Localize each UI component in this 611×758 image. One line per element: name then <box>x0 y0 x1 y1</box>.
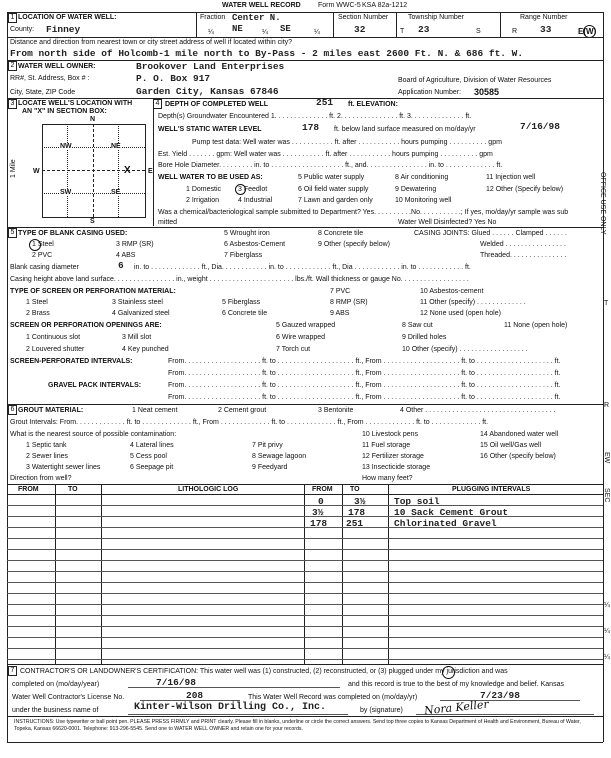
record-date[interactable]: 7/23/98 <box>480 690 520 701</box>
log-row-line <box>7 626 603 627</box>
screen-intervals-label: SCREEN-PERFORATED INTERVALS: <box>10 358 133 365</box>
plugged-circle <box>442 666 455 679</box>
contam-14[interactable]: 14 Abandoned water well <box>480 431 559 438</box>
log-row-line <box>7 615 603 616</box>
quarter-mark-2: ¼ <box>262 29 268 36</box>
use-12-other[interactable]: 12 Other (Specify below) <box>486 186 564 193</box>
plug-row-1-desc[interactable]: Top soil <box>394 496 440 507</box>
open-9[interactable]: 9 Drilled holes <box>402 334 447 341</box>
screen-12[interactable]: 12 None used (open hole) <box>420 310 501 317</box>
business-label: under the business name of <box>12 707 99 714</box>
log-row-line <box>7 560 603 561</box>
casing-4-abs[interactable]: 4 ABS <box>116 252 136 259</box>
open-1[interactable]: 1 Continuous slot <box>26 334 81 341</box>
range-ew[interactable]: E(W) <box>578 27 597 36</box>
mile-label: 1 Mile <box>10 159 17 178</box>
use-4-industrial[interactable]: 4 Industrial <box>238 197 273 204</box>
fraction-q1[interactable]: Center N. <box>232 13 281 23</box>
screen-2[interactable]: 2 Brass <box>26 310 50 317</box>
signature[interactable]: Nora Keller <box>423 697 490 718</box>
diameter-value[interactable]: 6 <box>118 260 124 271</box>
depth-value[interactable]: 251 <box>316 97 334 108</box>
use-1-domestic[interactable]: 1 Domestic <box>186 186 222 193</box>
log-from-header: FROM <box>18 486 39 493</box>
open-10[interactable]: 10 Other (specify) . . . . . . . . . . . . . . . . . . <box>402 346 528 353</box>
plug-row-2-from[interactable]: 3½ <box>312 507 324 518</box>
grout-intervals[interactable]: Grout Intervals: From. . . . . . . . . . . . . ft. to . . . . . . . . . . . . . ft., From . . . . . . . . . . . . . ft. to . . . . . . . . . . . . . ft., From . . . . . . . . . . . . . ft. to . . . . . . . . . . . . . ft. <box>10 419 489 426</box>
section-number[interactable]: 32 <box>354 24 366 35</box>
casing-2-pvc[interactable]: 2 PVC <box>32 252 53 259</box>
east-label: E <box>148 168 153 175</box>
use-7-lawn[interactable]: 7 Lawn and garden only <box>298 197 373 204</box>
license-number[interactable]: 208 <box>186 690 204 701</box>
use-label: WELL WATER TO BE USED AS: <box>158 174 263 181</box>
gravel-intervals-label: GRAVEL PACK INTERVALS: <box>48 382 142 389</box>
contam-7[interactable]: 7 Pit privy <box>252 442 283 449</box>
open-11[interactable]: 11 None (open hole) <box>504 322 568 329</box>
office-use-label: OFFICE USE ONLY <box>599 172 606 235</box>
plug-row-3-desc[interactable]: Chlorinated Gravel <box>394 518 497 529</box>
casing-label: TYPE OF BLANK CASING USED: <box>18 230 128 237</box>
township-number[interactable]: 23 <box>418 24 430 35</box>
log-row-line <box>7 571 603 572</box>
chem-mitted: mitted <box>158 219 178 226</box>
contam-9[interactable]: 9 Feedyard <box>252 464 288 471</box>
joint-welded[interactable]: Welded . . . . . . . . . . . . . . . . <box>480 241 566 248</box>
owner-name[interactable]: Brookover Land Enterprises <box>136 61 285 72</box>
section-5-number: 5 <box>8 228 17 238</box>
lithologic-header: LITHOLOGIC LOG <box>178 486 239 493</box>
section-3-number: 3 <box>8 99 17 109</box>
plug-row-2-to[interactable]: 178 <box>348 507 366 518</box>
use-5-public[interactable]: 5 Public water supply <box>298 174 365 181</box>
openings-label: SCREEN OR PERFORATION OPENINGS ARE: <box>10 322 162 329</box>
use-9-dewatering[interactable]: 9 Dewatering <box>395 186 437 193</box>
plug-row-2-desc[interactable]: 10 Sack Cement Grout <box>394 507 509 518</box>
log-row-line <box>7 659 603 660</box>
steel-circle <box>29 239 41 251</box>
static-date[interactable]: 7/16/98 <box>520 121 560 132</box>
static-label: WELL'S STATIC WATER LEVEL <box>158 126 262 133</box>
business-name[interactable]: Kinter-Wilson Drilling Co., Inc. <box>134 702 327 713</box>
screen-1[interactable]: 1 Steel <box>26 299 48 306</box>
disinfected[interactable]: Water Well Disinfected? Yes No <box>398 219 497 226</box>
completed-date[interactable]: 7/16/98 <box>156 677 196 688</box>
log-row-line <box>7 582 603 583</box>
city-label: City, State, ZIP Code <box>10 89 76 96</box>
depth-label: DEPTH OF COMPLETED WELL <box>165 101 269 108</box>
section-1-number: 1 <box>8 13 17 23</box>
south-label: S <box>90 218 95 225</box>
grout-4[interactable]: 4 Other . . . . . . . . . . . . . . . . . . . . . . . . . . . . . . . . . . <box>400 407 556 414</box>
completed-rest: and this record is true to the best of my knowledge and belief. Kansas <box>348 681 564 688</box>
grout-1[interactable]: 1 Neat cement <box>132 407 178 414</box>
section-6-number: 6 <box>8 405 17 415</box>
contam-11[interactable]: 11 Fuel storage <box>362 442 411 449</box>
side-ew: EW <box>603 452 610 464</box>
log-row-line <box>7 516 603 517</box>
grout-3[interactable]: 3 Bentonite <box>318 407 354 414</box>
license-label: Water Well Contractor's License No. <box>12 694 125 701</box>
plug-row-3-from[interactable]: 178 <box>310 518 328 529</box>
use-11-injection[interactable]: 11 Injection well <box>486 174 536 181</box>
screen-11[interactable]: 11 Other (specify) . . . . . . . . . . . . . <box>420 299 526 306</box>
county-value[interactable]: Finney <box>46 24 81 35</box>
screen-6[interactable]: 6 Concrete tile <box>222 310 268 317</box>
screen-8[interactable]: 8 RMP (SR) <box>330 299 368 306</box>
log-to-header: TO <box>68 486 78 493</box>
form-number: Form WWC-5 <box>318 2 361 9</box>
side-quarter-2: ¼ <box>604 628 610 635</box>
casing-6-asbestos[interactable]: 6 Asbestos-Cement <box>224 241 286 248</box>
log-row-line <box>7 505 603 506</box>
sw-label: SW <box>60 189 72 196</box>
contam-3[interactable]: 3 Watertight sewer lines <box>26 464 101 471</box>
use-3-feedlot[interactable]: 3 Feedlot <box>238 186 268 193</box>
screen-3[interactable]: 3 Stainless steel <box>112 299 163 306</box>
plug-from-header: FROM <box>312 486 333 493</box>
open-8[interactable]: 8 Saw cut <box>402 322 433 329</box>
section-2-number: 2 <box>8 61 17 71</box>
section-7-number: 7 <box>8 666 17 676</box>
west-label: W <box>33 168 40 175</box>
side-r: R <box>604 402 610 409</box>
casing-5-wrought[interactable]: 5 Wrought iron <box>224 230 270 237</box>
record-label: This Water Well Record was completed on (mo/day/yr) <box>248 694 418 701</box>
contam-10[interactable]: 10 Livestock pens <box>362 431 419 438</box>
grout-label: GROUT MATERIAL: <box>18 407 84 414</box>
quarter-mark-1: ¼ <box>208 29 214 36</box>
plug-row-1-to[interactable]: 3½ <box>354 496 366 507</box>
completed-label: completed on (mo/day/year) <box>12 681 100 688</box>
section-number-label: Section Number <box>338 14 389 21</box>
casing-8-concrete[interactable]: 8 Concrete tile <box>318 230 364 237</box>
screen-9[interactable]: 9 ABS <box>330 310 350 317</box>
statute: KSA 82a-1212 <box>362 2 408 9</box>
static-rest: ft. below land surface measured on mo/day/yr <box>334 126 476 133</box>
casing-1-steel[interactable]: 1 Steel <box>32 241 54 248</box>
static-value[interactable]: 178 <box>302 122 320 133</box>
log-row-line <box>7 593 603 594</box>
locate-label: LOCATE WELL'S LOCATION WITH <box>18 100 133 107</box>
chem-sample[interactable]: Was a chemical/bacteriological sample submitted to Department? Yes. . . . . . . . . .No. . . . . . . . . . .; If yes, mo/day/yr sample was sub <box>158 209 569 216</box>
owner-city[interactable]: Garden City, Kansas 67846 <box>136 86 279 97</box>
screen-5[interactable]: 5 Fiberglass <box>222 299 261 306</box>
joint-threaded[interactable]: Threaded. . . . . . . . . . . . . . . <box>480 252 567 259</box>
contam-1[interactable]: 1 Septic tank <box>26 442 67 449</box>
log-row-line <box>7 637 603 638</box>
board-label: Board of Agriculture, Division of Water Resources <box>398 77 552 84</box>
plug-row-3-to[interactable]: 251 <box>346 518 364 529</box>
township-label: Township Number <box>408 14 465 21</box>
instructions: INSTRUCTIONS: Use typewriter or ball point pen. PLEASE PRESS FIRMLY and PRINT clearly. Please fill in blanks, underline or circle the correct answers. Send top three copies to Kansas Department of Health and Environment, Bureau of Water, Topeka, Kansas 66620-0001. Telephone: 913-296-5545. Send one to WATER WELL OWNER and retain one for your records. <box>14 719 581 732</box>
side-sec: SEC <box>603 488 610 503</box>
casing-joints[interactable]: CASING JOINTS: Glued . . . . . . Clamped . . . . . . <box>414 230 567 237</box>
open-7[interactable]: 7 Torch cut <box>276 346 311 353</box>
contam-5[interactable]: 5 Cess pool <box>130 453 167 460</box>
pump-test[interactable]: Pump test data: Well water was . . . . . . . . . . . ft. after . . . . . . . . . . . hours pumping . . . . . . . . . . gpm <box>192 139 502 146</box>
contam-2[interactable]: 2 Sewer lines <box>26 453 69 460</box>
owner-address[interactable]: P. O. Box 917 <box>136 73 211 84</box>
groundwater-line[interactable]: Depth(s) Groundwater Encountered 1. . . . . . . . . . . . . . ft. 2. . . . . . . . . . . . . . . ft. 3. . . . . . . . . . . . . . ft. <box>158 113 472 120</box>
contam-13[interactable]: 13 Insecticide storage <box>362 464 431 471</box>
contam-4[interactable]: 4 Lateral lines <box>130 442 174 449</box>
casing-height[interactable]: Casing height above land surface. . . . . . . . . . . . . . . . in., weight . . . . . . . . . . . . . . . . . . . . . . lbs./ft. Wall thickness or gauge No. . . . . . . . . . . . . . . . . . <box>10 276 469 283</box>
certification-text: CONTRACTOR'S OR LANDOWNER'S CERTIFICATION: This water well was (1) constructed, (2) reconstructed, or (3) plugged under my jurisdiction and was <box>20 668 508 675</box>
contam-12[interactable]: 12 Fertilizer storage <box>362 453 424 460</box>
ne-label: NE <box>111 143 121 150</box>
est-yield[interactable]: Est. Yield . . . . . . . gpm: Well water was . . . . . . . . . . . ft. after . . . . . . . . . . . hours pumping . . . . . . . . . . gpm <box>158 151 493 158</box>
application-number[interactable]: 30585 <box>474 87 500 97</box>
se-label: SE <box>111 189 121 196</box>
open-3[interactable]: 3 Mill slot <box>122 334 152 341</box>
grout-2[interactable]: 2 Cement grout <box>218 407 267 414</box>
screen-label: TYPE OF SCREEN OR PERFORATION MATERIAL: <box>10 288 176 295</box>
screen-interval-1[interactable]: From. . . . . . . . . . . . . . . . . . . . ft. to . . . . . . . . . . . . . . . . . . . . ft., From . . . . . . . . . . . . . . . . . . . . ft. to . . . . . . . . . . . . . . . . . . . . ft. <box>168 358 561 365</box>
feedlot-circle <box>235 184 246 195</box>
signature-label: by (signature) <box>360 707 403 714</box>
fraction-q2[interactable]: NE <box>232 24 243 34</box>
plug-to-header: TO <box>350 486 360 493</box>
open-4[interactable]: 4 Key punched <box>122 346 169 353</box>
side-quarter-3: ¼ <box>604 654 610 661</box>
use-2-irrigation[interactable]: 2 Irrigation <box>186 197 220 204</box>
plugging-header: PLUGGING INTERVALS <box>452 486 531 493</box>
casing-9-other[interactable]: 9 Other (specify below) <box>318 241 390 248</box>
range-label: Range Number <box>520 14 568 21</box>
form-title: WATER WELL RECORD <box>222 2 301 9</box>
howmany-label[interactable]: How many feet? <box>362 475 413 482</box>
side-quarter-1: ¼ <box>604 602 610 609</box>
county-label: County: <box>10 26 35 33</box>
contamination-label: What is the nearest source of possible contamination: <box>10 431 177 438</box>
locate-label-2: AN "X" IN SECTION BOX: <box>22 108 107 115</box>
log-row-line <box>7 527 603 528</box>
gravel-interval-2[interactable]: From. . . . . . . . . . . . . . . . . . . . ft. to . . . . . . . . . . . . . . . . . . . . ft., From . . . . . . . . . . . . . . . . . . . . ft. to . . . . . . . . . . . . . . . . . . . . ft. <box>168 394 561 401</box>
contam-16[interactable]: 16 Other (specify below) <box>480 453 556 460</box>
quarter-mark-3: ¼ <box>314 29 320 36</box>
open-6[interactable]: 6 Wire wrapped <box>276 334 326 341</box>
township-t: T <box>400 28 405 35</box>
log-row-line <box>7 538 603 539</box>
distance-label: Distance and direction from nearest town or city street address of well if located within city? <box>10 39 293 46</box>
screen-7[interactable]: 7 PVC <box>330 288 351 295</box>
range-r: R <box>512 28 518 35</box>
direction-label[interactable]: Direction from well? <box>10 475 72 482</box>
range-number[interactable]: 33 <box>540 24 552 35</box>
use-10-monitoring[interactable]: 10 Monitoring well <box>395 197 452 204</box>
owner-label: WATER WELL OWNER: <box>18 63 96 70</box>
log-row-line <box>7 648 603 649</box>
location-label: LOCATION OF WATER WELL: <box>18 14 117 21</box>
screen-4[interactable]: 4 Galvanized steel <box>112 310 170 317</box>
diameter-rest[interactable]: in. to . . . . . . . . . . . . . ft., Dia. . . . . . . . . . . . in. to . . . . . . . . . . . . ft., Dia . . . . . . . . . . . . in. to . . . . . . . . . . . . ft. <box>134 264 471 271</box>
open-2[interactable]: 2 Louvered shutter <box>26 346 85 353</box>
screen-interval-2[interactable]: From. . . . . . . . . . . . . . . . . . . . ft. to . . . . . . . . . . . . . . . . . . . . ft., From . . . . . . . . . . . . . . . . . . . . ft. to . . . . . . . . . . . . . . . . . . . . ft. <box>168 370 561 377</box>
distance-value[interactable]: From north side of Holcomb-1 mile north to By-Pass - 2 miles east 2600 Ft. N. & 686 ft. W. <box>10 48 524 59</box>
fraction-label: Fraction <box>200 14 226 21</box>
log-row-line <box>7 549 603 550</box>
address-label: RR#, St. Address, Box # : <box>10 75 90 82</box>
side-t: T <box>604 300 609 307</box>
well-x-mark[interactable]: X <box>124 165 131 176</box>
contam-15[interactable]: 15 Oil well/Gas well <box>480 442 542 449</box>
section-4-number: 4 <box>153 99 162 109</box>
contam-6[interactable]: 6 Seepage pit <box>130 464 174 471</box>
open-5[interactable]: 5 Gauzed wrapped <box>276 322 336 329</box>
north-label: N <box>90 116 96 123</box>
township-s: S <box>476 28 481 35</box>
screen-10[interactable]: 10 Asbestos-cement <box>420 288 484 295</box>
casing-3-rmp[interactable]: 3 RMP (SR) <box>116 241 154 248</box>
application-label: Application Number: <box>398 89 462 96</box>
diameter-label: Blank casing diameter <box>10 264 79 271</box>
casing-7-fiberglass[interactable]: 7 Fiberglass <box>224 252 263 259</box>
bore-diameter[interactable]: Bore Hole Diameter. . . . . . . . . in. to . . . . . . . . . . . . . . . . . . . ft., and. . . . . . . . . . . . . . . . in. to . . . . . . . . . . . . . ft. <box>158 162 503 169</box>
use-6-oil[interactable]: 6 Oil field water supply <box>298 186 369 193</box>
contam-8[interactable]: 8 Sewage lagoon <box>252 453 307 460</box>
log-row-line <box>7 604 603 605</box>
gravel-interval-1[interactable]: From. . . . . . . . . . . . . . . . . . . . ft. to . . . . . . . . . . . . . . . . . . . . ft., From . . . . . . . . . . . . . . . . . . . . ft. to . . . . . . . . . . . . . . . . . . . . ft. <box>168 382 561 389</box>
elevation-label: ft. ELEVATION: <box>348 101 398 108</box>
use-8-air[interactable]: 8 Air conditioning <box>395 174 449 181</box>
fraction-q3[interactable]: SE <box>280 24 291 34</box>
nw-label: NW <box>60 143 72 150</box>
plug-row-1-from[interactable]: 0 <box>318 496 324 507</box>
